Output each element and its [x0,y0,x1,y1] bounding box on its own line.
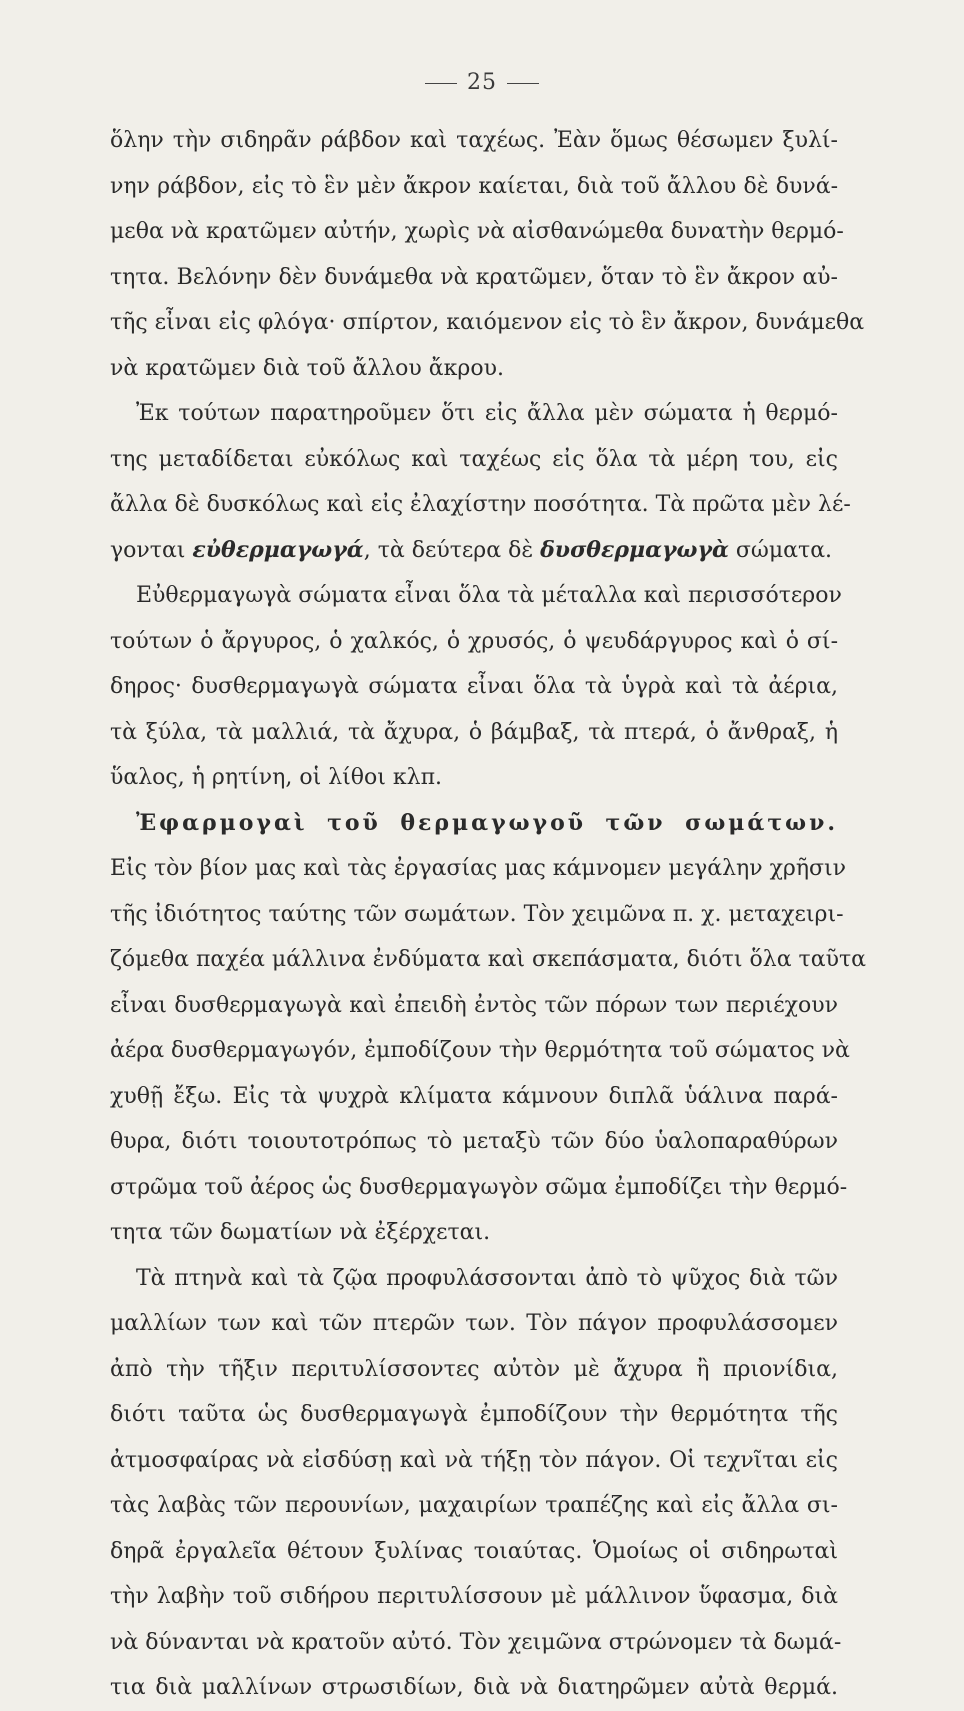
emphasized-term: εὐθερμαγωγά [192,536,364,563]
line-segment: στρῶμα τοῦ ἀέρος ὡς δυσθερμαγωγὸν σῶμα ἐμποδίζει τὴν θερμό- [110,1174,848,1200]
text-line [110,437,838,483]
text-line [110,1028,850,1074]
line-segment: τὰς λαβὰς τῶν περουνίων, μαχαιρίων τραπέζης καὶ εἰς ἄλλα σι- [110,1493,838,1518]
emphasized-term: δυσθερμαγωγὰ [540,536,729,563]
text-line [110,1119,838,1165]
text-line [110,164,838,210]
line-segment: Τὰ πτηνὰ καὶ τὰ ζῷα προφυλάσσονται ἀπὸ τὸ ψῦχος διὰ τῶν [136,1265,838,1291]
text-line [110,209,844,255]
text-line [110,755,838,801]
left-dash [425,83,457,84]
text-line [110,1301,838,1347]
text-line [110,482,851,528]
text-line [110,391,838,437]
line-segment: σώματα. [728,537,833,563]
line-segment: νὰ κρατῶμεν διὰ τοῦ ἄλλου ἄκρου. [110,355,504,381]
line-segment: νην ράβδον, εἰς τὸ ἓν μὲν ἄκρον καίεται, διὰ τοῦ ἄλλου δὲ δυνά- [110,173,838,199]
text-line [110,300,865,346]
line-segment: δηρος· δυσθερμαγωγὰ σώματα εἶναι ὅλα τὰ ὑγρὰ καὶ τὰ ἀέρια, [110,674,838,699]
text-line [110,846,847,892]
page-number-text: 25 [467,70,497,95]
line-segment: ἀέρα δυσθερμαγωγόν, ἐμποδίζουν τὴν θερμότητα τοῦ σώματος νὰ [110,1038,850,1063]
line-segment: τὰ ξύλα, τὰ μαλλιά, τὰ ἄχυρα, ὁ βάμβαξ, τὰ πτερά, ὁ ἄνθραξ, ἡ [110,719,838,745]
text-line [110,255,838,301]
line-segment: τητα τῶν δωματίων νὰ ἐξέρχεται. [110,1220,491,1245]
page-number [0,70,964,95]
line-segment: της μεταδίδεται εὐκόλως καὶ ταχέως εἰς ὅλα τὰ μέρη του, εἰς [110,446,838,472]
text-line [110,1347,838,1393]
line-segment: τούτων ὁ ἄργυρος, ὁ χαλκός, ὁ χρυσός, ὁ ψευδάργυρος καὶ ὁ σί- [110,628,838,654]
body-text [110,118,866,1711]
line-segment: ἀπὸ τὴν τῆξιν περιτυλίσσοντες αὐτὸν μὲ ἄχυρα ἢ πριονίδια, [110,1356,838,1382]
line-segment: εἶναι δυσθερμαγωγὰ καὶ ἐπειδὴ ἐντὸς τῶν πόρων των περιέχουν [110,992,838,1018]
text-line [110,983,838,1029]
line-segment: , τὰ δεύτερα δὲ [363,537,541,563]
text-line [110,1574,838,1620]
line-segment: τητα. Βελόνην δὲν δυνάμεθα νὰ κρατῶμεν, ὅταν τὸ ἓν ἄκρον αὐ- [110,264,838,290]
line-segment: Εἰς τὸν βίον μας καὶ τὰς ἐργασίας μας κάμνομεν μεγάλην χρῆσιν [110,856,847,881]
text-line [110,710,838,756]
text-line [110,1074,838,1120]
text-line [110,937,866,983]
line-segment: διότι ταῦτα ὡς δυσθερμαγωγὰ ἐμποδίζουν τὴν θερμότητα τῆς [110,1402,838,1427]
text-line [110,346,838,392]
text-line [110,1165,848,1211]
text-line [110,1529,838,1575]
line-segment: δηρᾶ ἐργαλεῖα θέτουν ξυλίνας τοιαύτας. Ὁμοίως οἱ σιδηρωταὶ [110,1538,838,1564]
line-segment: νὰ δύνανται νὰ κρατοῦν αὐτό. Τὸν χειμῶνα στρώνομεν τὰ δωμά- [110,1629,842,1655]
text-line [110,1483,838,1529]
line-segment: μεθα νὰ κρατῶμεν αὐτήν, χωρὶς νὰ αἰσθανώμεθα δυνατὴν θερμό- [110,219,844,244]
text-line [110,573,842,619]
line-segment: τια διὰ μαλλίνων στρωσιδίων, διὰ νὰ διατηρῶμεν αὐτὰ θερμά. [110,1675,838,1700]
line-segment: τὴν λαβὴν τοῦ σιδήρου περιτυλίσσουν μὲ μάλλινον ὕφασμα, διὰ [110,1584,838,1609]
text-line [110,1210,838,1256]
line-segment: Ἐκ τούτων παρατηροῦμεν ὅτι εἰς ἄλλα μὲν σώματα ἡ θερμό- [136,401,838,426]
line-segment: ὅλην τὴν σιδηρᾶν ράβδον καὶ ταχέως. Ἐὰν ὅμως θέσωμεν ξυλί- [110,128,838,153]
text-line [110,664,838,710]
line-segment: χυθῇ ἔξω. Εἰς τὰ ψυχρὰ κλίματα κάμνουν διπλᾶ ὑάλινα παρά- [110,1083,838,1109]
line-segment: μαλλίων των καὶ τῶν πτερῶν των. Τὸν πάγον προφυλάσσομεν [110,1311,838,1336]
line-segment: Εὐθερμαγωγὰ σώματα εἶναι ὅλα τὰ μέταλλα καὶ περισσότερον [136,583,842,608]
line-segment: θυρα, διότι τοιουτοτρόπως τὸ μεταξὺ τῶν δύο ὑαλοπαραθύρων [110,1129,838,1154]
line-segment: ἄλλα δὲ δυσκόλως καὶ εἰς ἐλαχίστην ποσότητα. Τὰ πρῶτα μὲν λέ- [110,492,851,517]
text-line [110,528,838,574]
text-line [110,118,838,164]
line-segment: γονται [110,537,193,563]
text-line [110,619,838,665]
line-segment: ὕαλος, ἡ ρητίνη, οἱ λίθοι κλπ. [110,765,443,790]
right-dash [507,83,539,84]
line-segment: τῆς εἶναι εἰς φλόγα· σπίρτον, καιόμενον εἰς τὸ ἓν ἄκρον, δυνάμεθα [110,310,865,335]
line-segment: ζόμεθα παχέα μάλλινα ἐνδύματα καὶ σκεπάσματα, διότι ὅλα ταῦτα [110,947,866,972]
section-heading [110,801,838,847]
line-segment: Ἐφαρμογαὶ τοῦ θερμαγωγοῦ τῶν σωμάτων. [136,809,838,836]
text-line [110,1665,838,1711]
text-line [110,892,844,938]
text-line [110,1620,842,1666]
text-line [110,1256,838,1302]
line-segment: τῆς ἰδιότητος ταύτης τῶν σωμάτων. Τὸν χειμῶνα π. χ. μεταχειρι- [110,901,844,927]
text-line [110,1392,838,1438]
text-line [110,1438,838,1484]
line-segment: ἀτμοσφαίρας νὰ εἰσδύσῃ καὶ νὰ τήξῃ τὸν πάγον. Οἱ τεχνῖται εἰς [110,1447,838,1473]
